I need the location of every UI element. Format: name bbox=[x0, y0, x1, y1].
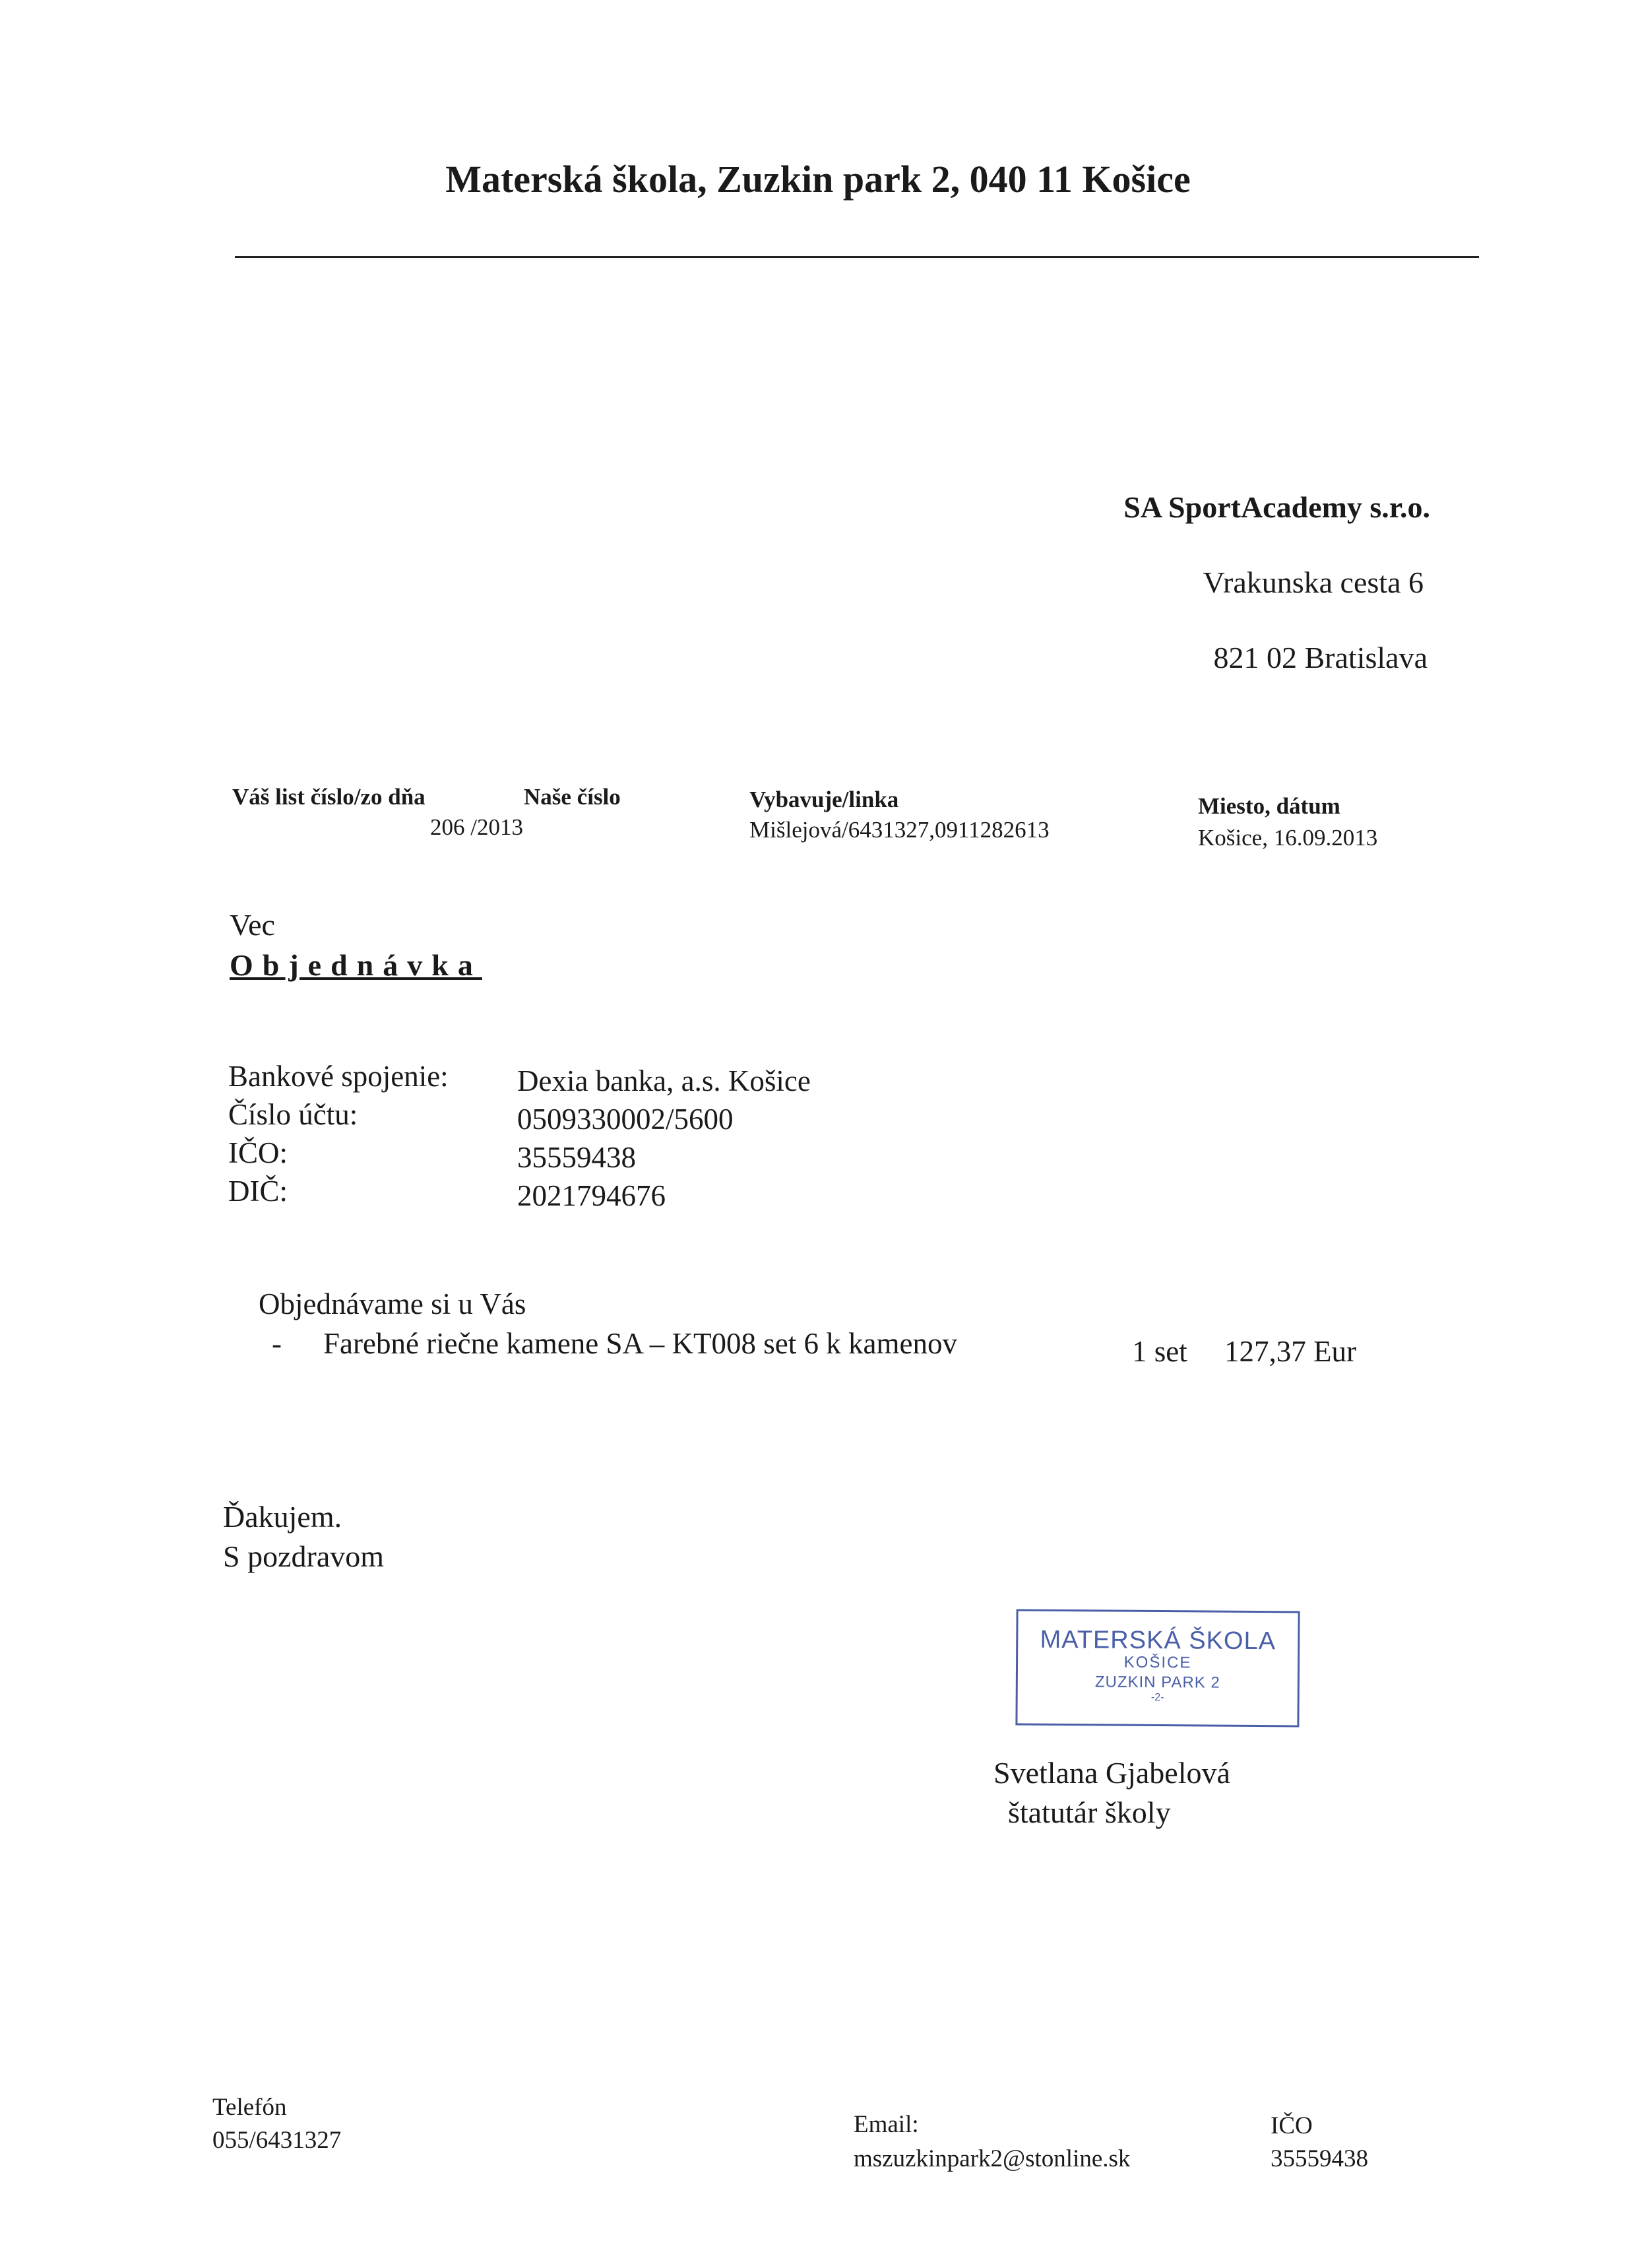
recipient-city: 821 02 Bratislava bbox=[1213, 641, 1428, 674]
footer-phone-value: 055/6431327 bbox=[212, 2127, 342, 2154]
handled-by-label: Vybavuje/linka bbox=[749, 787, 899, 812]
closing-thanks: Ďakujem. bbox=[223, 1500, 342, 1534]
dic-value: 2021794676 bbox=[517, 1179, 666, 1212]
school-stamp bbox=[1015, 1609, 1300, 1728]
bank-connection-value: Dexia banka, a.s. Košice bbox=[517, 1064, 811, 1097]
signer-name: Svetlana Gjabelová bbox=[993, 1756, 1230, 1790]
footer-phone-label: Telefón bbox=[212, 2094, 287, 2121]
account-number-label: Číslo účtu: bbox=[228, 1098, 358, 1131]
order-item-bullet: - bbox=[272, 1327, 282, 1360]
ico-value: 35559438 bbox=[517, 1141, 636, 1174]
dic-label: DIČ: bbox=[228, 1175, 288, 1208]
recipient-name: SA SportAcademy s.r.o. bbox=[1123, 490, 1430, 524]
order-intro: Objednávame si u Vás bbox=[259, 1287, 526, 1320]
footer-email-value: mszuzkinpark2@stonline.sk bbox=[854, 2145, 1131, 2172]
bank-connection-label: Bankové spojenie: bbox=[228, 1060, 449, 1093]
our-number-label: Naše číslo bbox=[524, 784, 621, 810]
footer-ico-value: 35559438 bbox=[1271, 2145, 1368, 2172]
stamp-line-number: -2- bbox=[1150, 1691, 1164, 1704]
recipient-street: Vrakunska cesta 6 bbox=[1203, 566, 1424, 599]
place-date-value: Košice, 16.09.2013 bbox=[1198, 825, 1378, 851]
footer-ico-label: IČO bbox=[1271, 2112, 1313, 2139]
subject-title: Objednávka bbox=[230, 948, 482, 982]
school-letterhead-title: Materská škola, Zuzkin park 2, 040 11 Košice bbox=[445, 158, 1191, 201]
handled-by-value: Mišlejová/6431327,0911282613 bbox=[749, 817, 1050, 843]
your-letter-label: Váš list číslo/zo dňa bbox=[232, 784, 425, 810]
footer-email-label: Email: bbox=[854, 2111, 919, 2138]
stamp-line-school: MATERSKÁ ŠKOLA bbox=[1040, 1625, 1276, 1656]
our-number-value: 206 /2013 bbox=[430, 814, 523, 840]
place-date-label: Miesto, dátum bbox=[1198, 793, 1340, 819]
account-number-value: 0509330002/5600 bbox=[517, 1103, 734, 1136]
order-item-quantity: 1 set bbox=[1132, 1335, 1187, 1368]
stamp-line-address: ZUZKIN PARK 2 bbox=[1094, 1673, 1220, 1692]
stamp-line-city: KOŠICE bbox=[1123, 1653, 1192, 1672]
subject-label: Vec bbox=[230, 908, 275, 942]
ico-label: IČO: bbox=[228, 1136, 288, 1169]
letterhead-divider bbox=[235, 256, 1479, 258]
order-item-price: 127,37 Eur bbox=[1224, 1335, 1356, 1368]
closing-regards: S pozdravom bbox=[223, 1539, 385, 1573]
signer-role: štatutár školy bbox=[1008, 1796, 1171, 1829]
order-item-description: Farebné riečne kamene SA – KT008 set 6 k kamenov bbox=[323, 1327, 957, 1360]
